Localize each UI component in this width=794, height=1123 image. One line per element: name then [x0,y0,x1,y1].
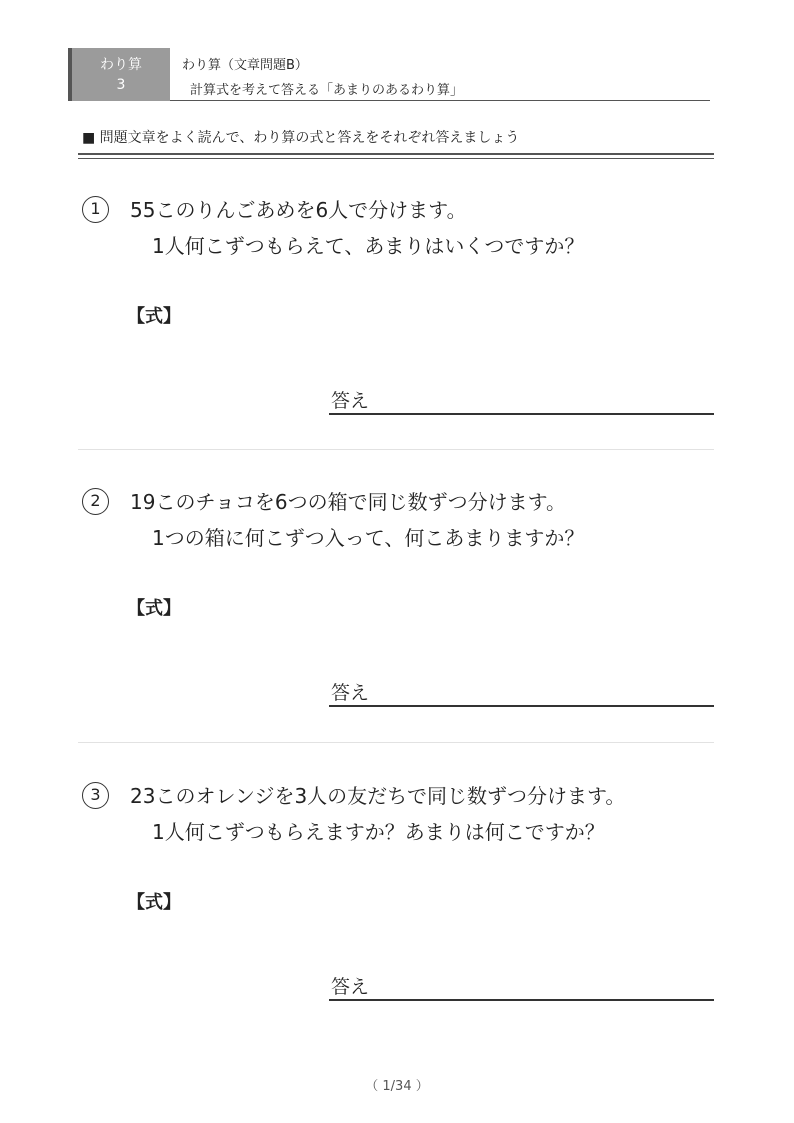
answer-line[interactable] [329,413,714,415]
problem-separator [78,449,714,450]
problem-number-badge: 3 [82,782,109,809]
problem-question-line2: 1人何こずつもらえますか？あまりは何こですか？ [152,820,605,844]
problem-separator [78,742,714,743]
problem-question-line1: 55このりんごあめを6人で分けます。 [130,198,467,222]
problem-question-line2: 1つの箱に何こずつ入って、何こあまりますか？ [152,526,585,550]
answer-line[interactable] [329,999,714,1001]
problem-question-line2: 1人何こずつもらえて、あまりはいくつですか？ [152,234,585,258]
page-title: わり算（文章問題B） [182,58,308,73]
problem-number-badge: 2 [82,488,109,515]
formula-label: 【式】 [127,306,181,327]
page-subtitle: 計算式を考えて答える「あまりのあるわり算」 [190,83,464,98]
answer-label: 答え [331,976,370,998]
problem-question-line1: 23このオレンジを3人の友だちで同じ数ずつ分けます。 [130,784,626,808]
answer-label: 答え [331,390,370,412]
answer-line[interactable] [329,705,714,707]
unit-badge [68,48,170,101]
formula-label: 【式】 [127,598,181,619]
instruction-divider-thin [78,158,714,159]
instruction-divider-thick [78,153,714,155]
header-divider [170,100,710,101]
problem-number-badge: 1 [82,196,109,223]
formula-label: 【式】 [127,892,181,913]
unit-badge-number: 3 [116,77,126,93]
page-number: （ 1/34 ） [365,1079,429,1094]
instruction-text: ■ 問題文章をよく読んで、わり算の式と答えをそれぞれ答えましょう [82,130,520,146]
unit-badge-title: わり算 [100,57,142,73]
problem-question-line1: 19このチョコを6つの箱で同じ数ずつ分けます。 [130,490,566,514]
answer-label: 答え [331,682,370,704]
